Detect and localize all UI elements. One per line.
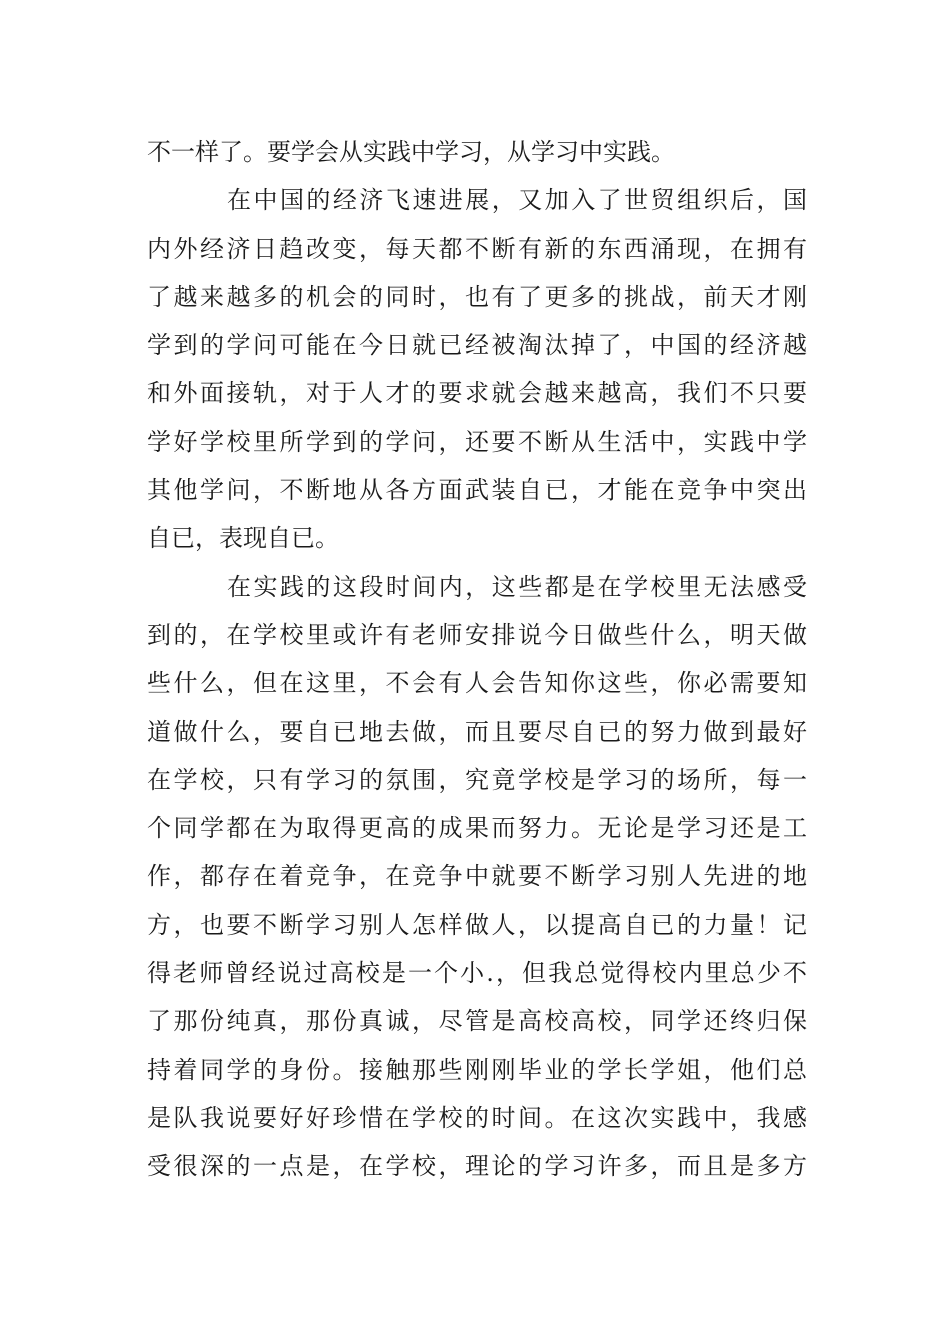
text-line: 学好学校里所学到的学问，还要不断从生活中，实践中学	[147, 427, 807, 456]
text-line: 了越来越多的机会的同时，也有了更多的挑战，前天才刚	[147, 282, 807, 311]
paragraph-first-line: 在中国的经济飞速进展，又加入了世贸组织后，国	[227, 186, 807, 215]
text-line: 自已，表现自已。	[147, 524, 339, 553]
text-line: 道做什么，要自已地去做，而且要尽自已的努力做到最好	[147, 717, 807, 746]
text-line: 在学校，只有学习的氛围，究竟学校是学习的场所，每一	[147, 765, 807, 794]
text-line: 到的，在学校里或许有老师安排说今日做些什么，明天做	[147, 620, 807, 649]
text-line: 个同学都在为取得更高的成果而努力。无论是学习还是工	[147, 814, 807, 843]
text-line: 学到的学问可能在今日就已经被淘汰掉了，中国的经济越	[147, 331, 807, 360]
text-line: 持着同学的身份。接触那些刚刚毕业的学长学姐，他们总	[147, 1055, 807, 1084]
text-line: 受很深的一点是，在学校，理论的学习许多，而且是多方	[147, 1152, 807, 1181]
text-line: 是队我说要好好珍惜在学校的时间。在这次实践中，我感	[147, 1103, 807, 1132]
paragraph-first-line: 在实践的这段时间内，这些都是在学校里无法感受	[227, 572, 807, 601]
text-line: 作，都存在着竞争，在竞争中就要不断学习别人先进的地	[147, 862, 807, 891]
text-line: 不一样了。要学会从实践中学习，从学习中实践。	[147, 138, 675, 166]
text-line: 了那份纯真，那份真诚，尽管是高校高校，同学还终归保	[147, 1007, 807, 1036]
text-line: 和外面接轨，对于人才的要求就会越来越高，我们不只要	[147, 379, 807, 408]
text-line: 内外经济日趋改变，每天都不断有新的东西涌现，在拥有	[147, 234, 807, 263]
body-text	[147, 128, 807, 1191]
text-line: 得老师曾经说过高校是一个小.，但我总觉得校内里总少不	[147, 959, 807, 988]
text-line: 方，也要不断学习别人怎样做人，以提高自已的力量！记	[147, 910, 807, 939]
text-line: 些什么，但在这里，不会有人会告知你这些，你必需要知	[147, 669, 807, 698]
text-line: 其他学问，不断地从各方面武装自已，才能在竞争中突出	[147, 476, 807, 505]
